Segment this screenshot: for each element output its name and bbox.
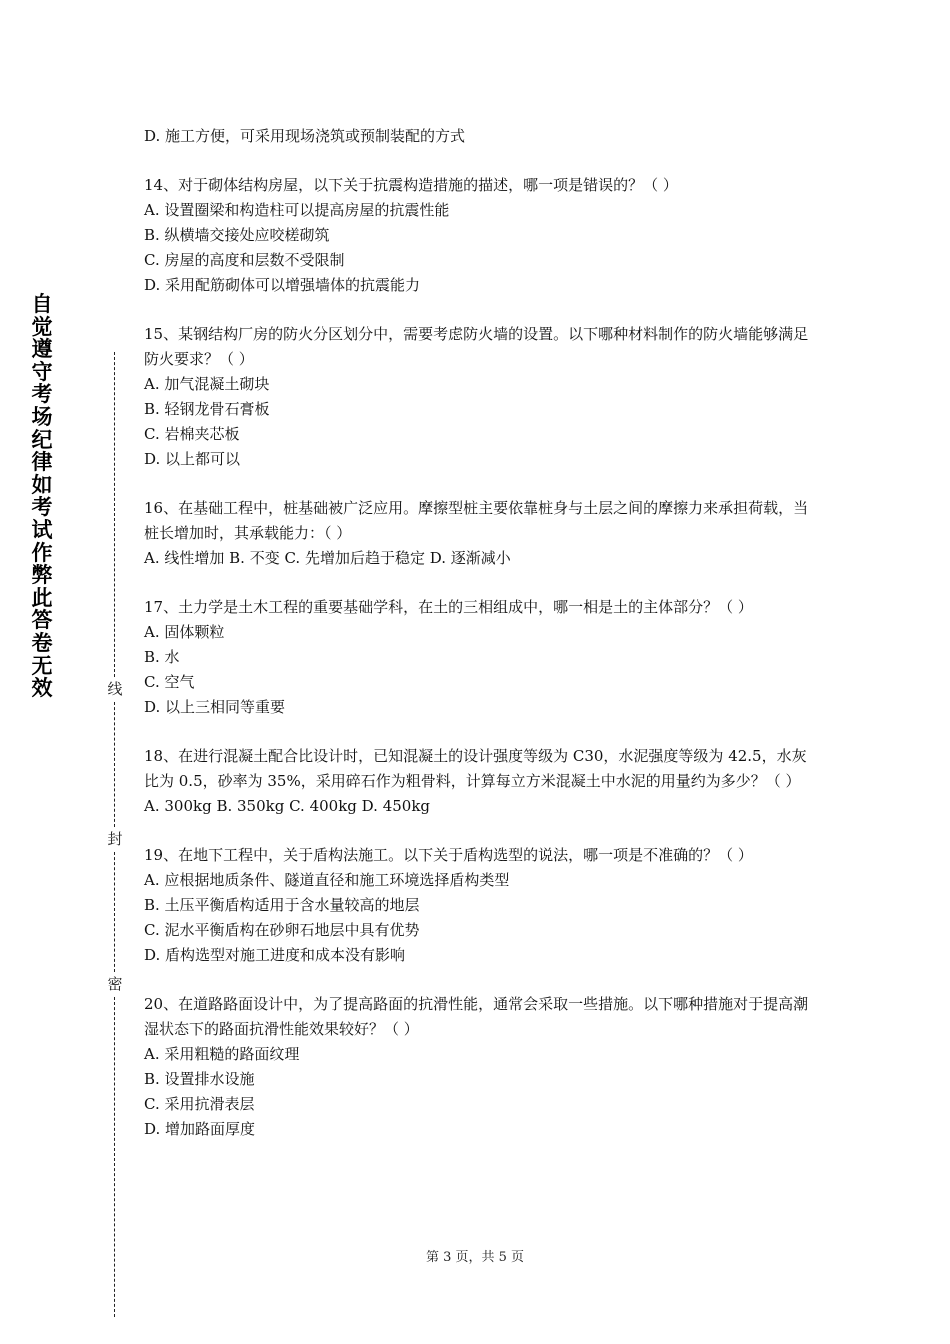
notice-char: 此 (31, 585, 53, 610)
notice-char: 觉 (31, 314, 53, 339)
notice-char: 律 (31, 450, 53, 475)
answer-option: B. 设置排水设施 (144, 1070, 255, 1088)
seal-mark-line: 线 (107, 680, 123, 698)
question-block (144, 992, 819, 1142)
answer-option: B. 轻钢龙骨石膏板 (144, 400, 270, 418)
notice-char: 场 (31, 404, 53, 429)
answer-option: D. 施工方便，可采用现场浇筑或预制装配的方式 (144, 127, 466, 145)
question-text: 19、在地下工程中，关于盾构法施工。以下关于盾构选型的说法，哪一项是不准确的？（ ） (144, 846, 753, 864)
question-text: 15、某钢结构厂房的防火分区划分中，需要考虑防火墙的设置。以下哪种材料制作的防火墙能够满足防火要求？（ ） (144, 325, 809, 368)
binding-line-middle (114, 702, 115, 827)
question-block (144, 124, 819, 149)
answer-option: B. 土压平衡盾构适用于含水量较高的地层 (144, 896, 420, 914)
notice-char: 遵 (31, 337, 53, 362)
question-text: 18、在进行混凝土配合比设计时，已知混凝土的设计强度等级为 C30，水泥强度等级为 42.5，水灰比为 0.5，砂率为 35%，采用碎石作为粗骨料，计算每立方米混凝土中水泥的用量约为多少？（ ） (144, 747, 807, 790)
seal-mark-seal: 封 (107, 830, 123, 848)
answer-option: C. 泥水平衡盾构在砂卵石地层中具有优势 (144, 921, 420, 939)
notice-char: 自 (31, 292, 53, 316)
notice-char: 答 (31, 608, 53, 633)
question-block (144, 744, 819, 819)
notice-char: 无 (31, 653, 53, 678)
answer-option: B. 水 (144, 648, 180, 666)
question-text: 17、土力学是土木工程的重要基础学科，在土的三相组成中，哪一相是土的主体部分？（ ） (144, 598, 753, 616)
exam-discipline-notice (22, 293, 62, 700)
notice-char: 试 (31, 517, 53, 542)
question-block (144, 496, 819, 571)
seal-mark-secret: 密 (107, 975, 123, 993)
question-text: 16、在基础工程中，桩基础被广泛应用。摩擦型桩主要依靠桩身与土层之间的摩擦力来承担荷载，当桩长增加时，其承载能力：（ ） (144, 499, 809, 542)
notice-char: 弊 (31, 563, 53, 588)
answer-option: D. 以上三相同等重要 (144, 698, 286, 716)
answer-option: C. 房屋的高度和层数不受限制 (144, 251, 345, 269)
question-list (144, 124, 819, 1166)
answer-option: C. 岩棉夹芯板 (144, 425, 240, 443)
question-block (144, 173, 819, 298)
answer-option: C. 空气 (144, 673, 195, 691)
page-number: 第 3 页，共 5 页 (425, 1250, 525, 1265)
notice-char: 如 (31, 472, 53, 497)
binding-line-bottom (114, 997, 115, 1317)
answer-option: D. 增加路面厚度 (144, 1120, 256, 1138)
notice-char: 考 (31, 382, 53, 407)
notice-char: 考 (31, 495, 53, 520)
question-block (144, 322, 819, 472)
answer-option: A. 线性增加 B. 不变 C. 先增加后趋于稳定 D. 逐渐减小 (144, 549, 511, 567)
answer-option: B. 纵横墙交接处应咬槎砌筑 (144, 226, 330, 244)
notice-char: 效 (31, 676, 53, 701)
question-block (144, 595, 819, 720)
answer-option: A. 采用粗糙的路面纹理 (144, 1045, 300, 1063)
question-text: 14、对于砌体结构房屋，以下关于抗震构造措施的描述，哪一项是错误的？（ ） (144, 176, 678, 194)
answer-option: A. 设置圈梁和构造柱可以提高房屋的抗震性能 (144, 201, 450, 219)
answer-option: C. 采用抗滑表层 (144, 1095, 255, 1113)
answer-option: A. 300kg B. 350kg C. 400kg D. 450kg (144, 797, 431, 815)
answer-option: A. 固体颗粒 (144, 623, 225, 641)
answer-option: A. 加气混凝土砌块 (144, 375, 270, 393)
notice-char: 纪 (31, 427, 53, 452)
answer-option: D. 采用配筋砌体可以增强墙体的抗震能力 (144, 276, 421, 294)
answer-option: A. 应根据地质条件、隧道直径和施工环境选择盾构类型 (144, 871, 510, 889)
answer-option: D. 以上都可以 (144, 450, 241, 468)
notice-char: 守 (31, 359, 53, 384)
binding-line-top (114, 352, 115, 677)
question-text: 20、在道路路面设计中，为了提高路面的抗滑性能，通常会采取一些措施。以下哪种措施对于提高潮湿状态下的路面抗滑性能效果较好？（ ） (144, 995, 809, 1038)
question-block (144, 843, 819, 968)
answer-option: D. 盾构选型对施工进度和成本没有影响 (144, 946, 406, 964)
binding-line-lower (114, 852, 115, 972)
notice-char: 作 (31, 540, 53, 565)
notice-char: 卷 (31, 630, 53, 655)
